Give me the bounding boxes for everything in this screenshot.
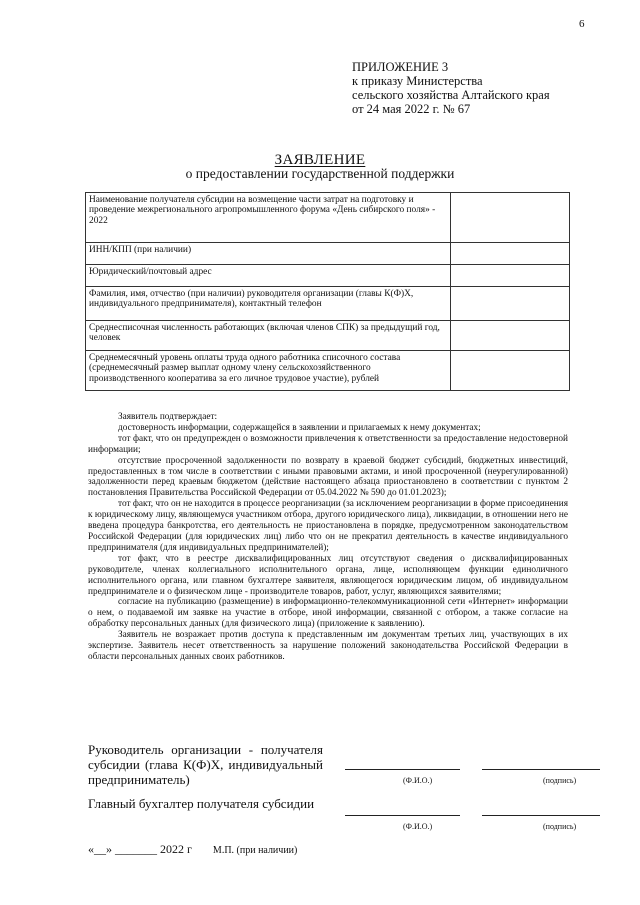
signature-caption: (подпись)	[543, 776, 577, 785]
paragraph: отсутствие просроченной задолженности по возврату в краевой бюджет субсидий, бюджетных инвестиций, предоставленных в том числе в соответствии с иными правовыми актами, и иной просроченной (неурегулированной) задолженности перед краевым бюджетом (действие настоящего абзаца приостановлено в соответствии с пунктом 2 постановления Правительства Российской Федерации от 05.04.2022 № 590 до 01.01.2023);	[88, 455, 568, 499]
document-subtitle: о предоставлении государственной поддержки	[185, 166, 455, 181]
paragraph: достоверность информации, содержащейся в заявлении и прилагаемых к нему документах;	[118, 422, 481, 433]
table-row	[86, 351, 570, 391]
annex-line: сельского хозяйства Алтайского края	[352, 88, 550, 102]
accountant-signature-label: Главный бухгалтер получателя субсидии	[88, 796, 315, 811]
row-label: Среднемесячный уровень оплаты труда одного работника списочного состава (среднемесячный размер выплат одному члену сельскохозяйственного производственного кооператива за его личное трудовое участие), рублей	[86, 351, 451, 391]
row-label: Юридический/почтовый адрес	[86, 265, 451, 287]
row-label: Среднесписочная численность работающих (включая членов СПК) за предыдущий год, человек	[86, 321, 451, 351]
date-line	[88, 842, 297, 857]
row-label: Наименование получателя субсидии на возмещение части затрат на подготовку и проведение межрегионального агропромышленного форума «День сибирского поля» - 2022	[86, 193, 451, 243]
row-value-field[interactable]	[451, 351, 570, 391]
row-value-field[interactable]	[451, 287, 570, 321]
row-label: ИНН/КПП (при наличии)	[86, 243, 451, 265]
row-value-field[interactable]	[451, 265, 570, 287]
row-value-field[interactable]	[451, 243, 570, 265]
application-table	[85, 192, 570, 391]
annex-line: ПРИЛОЖЕНИЕ 3	[352, 60, 449, 74]
declaration-text	[88, 412, 568, 663]
paragraph: тот факт, что он предупрежден о возможности привлечения к ответственности за предоставление недостоверной информации;	[88, 433, 568, 455]
page-number: 6	[579, 18, 585, 30]
row-value-field[interactable]	[451, 321, 570, 351]
head-signature-line[interactable]	[482, 769, 600, 770]
paragraph: тот факт, что в реестре дисквалифицированных лиц отсутствуют сведения о дисквалифицированных руководителе, членах коллегиального исполнительного органа, лице, исполняющем функции единоличного исполнительного органа, или главном бухгалтере заявителя, являющегося юридическим лицом, об индивидуальном предпринимателе и о физическом лице - производителе товаров, работ, услуг, являющихся заявителями;	[88, 553, 568, 597]
signature-caption: (подпись)	[543, 822, 577, 831]
annex-line: от 24 мая 2022 г. № 67	[352, 102, 471, 116]
fio-caption: (Ф.И.О.)	[403, 776, 433, 785]
paragraph: тот факт, что он не находится в процессе реорганизации (за исключением реорганизации в форме присоединения к юридическому лицу, являющемуся участником отбора, другого юридического лица), ликвидации, в отношении него не введена процедура банкротства, его деятельность не приостановлена в порядке, предусмотренном законодательством Российской Федерации (для юридических лиц) либо что он не прекратил деятельность в качестве индивидуального предпринимателя (для индивидуальных предпринимателей);	[88, 499, 568, 553]
head-fio-line[interactable]	[345, 769, 460, 770]
paragraph: согласие на публикацию (размещение) в информационно-телекоммуникационной сети «Интернет» информации о нем, о подаваемой им заявке на участие в отборе, иной информации, связанной с отбором, а также согласие на обработку персональных данных (для физического лица) (приложение к заявлению).	[88, 597, 568, 630]
row-label: Фамилия, имя, отчество (при наличии) руководителя организации (главы К(Ф)Х, индивидуального предпринимателя), контактный телефон	[86, 287, 451, 321]
table-row	[86, 321, 570, 351]
document-title: ЗАЯВЛЕНИЕ	[274, 152, 366, 168]
paragraph: Заявитель не возражает против доступа к представленным им документам третьих лиц, участвующих в их экспертизе. Заявитель несет ответственность за нарушение положений законодательства Российской Федерации в области персональных данных своих работников.	[88, 630, 568, 662]
date-field[interactable]: «__» _______ 2022 г	[88, 842, 192, 856]
table-row	[86, 265, 570, 287]
accountant-signature-line[interactable]	[482, 815, 600, 816]
table-row	[86, 243, 570, 265]
stamp-note: М.П. (при наличии)	[212, 845, 298, 856]
annex-line: к приказу Министерства	[352, 74, 483, 88]
accountant-fio-line[interactable]	[345, 815, 460, 816]
table-row	[86, 193, 570, 243]
annex-header	[352, 60, 550, 116]
head-signature-label: Руководитель организации - получателя субсидии (глава К(Ф)Х, индивидуальный предприниматель)	[88, 742, 323, 787]
fio-caption: (Ф.И.О.)	[403, 822, 433, 831]
table-row	[86, 287, 570, 321]
row-value-field[interactable]	[451, 193, 570, 243]
paragraph: Заявитель подтверждает:	[118, 412, 218, 422]
